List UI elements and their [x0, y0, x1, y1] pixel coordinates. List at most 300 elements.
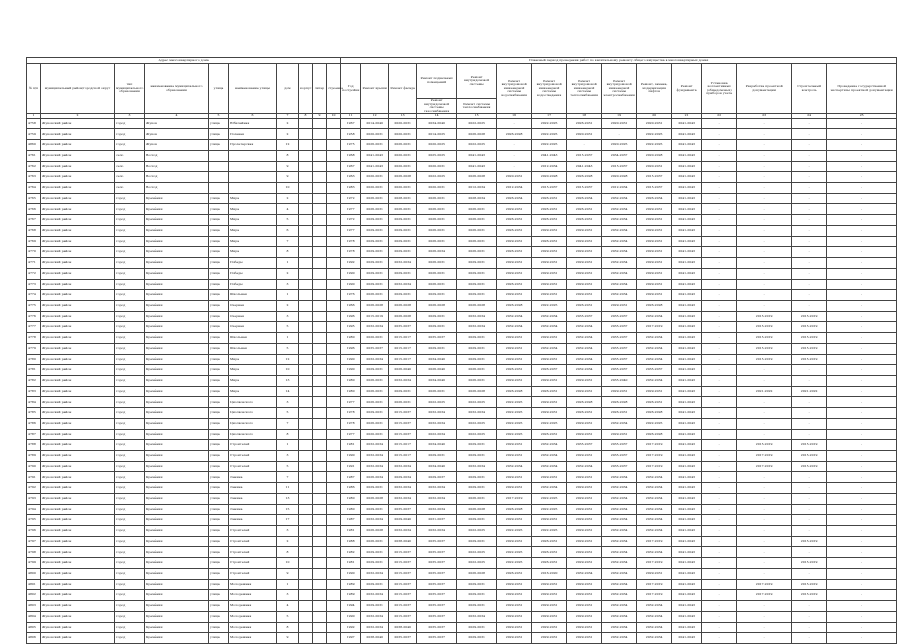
table-cell: 2035-2037 — [389, 504, 417, 515]
table-cell: 14 — [277, 386, 299, 397]
table-cell: 2022-2025 — [457, 118, 497, 129]
table-cell: 1980 — [341, 504, 361, 515]
table-cell: 4860 — [27, 140, 41, 151]
table-cell: 2032-2034 — [567, 354, 602, 365]
table-cell: Кремёнки — [145, 601, 209, 612]
table-cell: улица — [209, 290, 229, 301]
table-cell: 2015-2017 — [389, 354, 417, 365]
table-cell: - — [827, 397, 897, 408]
table-cell: улица — [209, 472, 229, 483]
table-cell: - — [792, 247, 827, 258]
table-cell — [299, 601, 313, 612]
table-cell: Победы — [229, 268, 277, 279]
table-cell: Ленина — [229, 493, 277, 504]
table-cell: 15 — [277, 504, 299, 515]
table-cell: 2020-2031 — [417, 183, 457, 194]
table-cell: 2032-2034 — [602, 204, 637, 215]
table-cell: 1977 — [341, 429, 361, 440]
table-cell: 2029-2031 — [497, 483, 532, 494]
table-cell: 2022-2025 — [457, 526, 497, 537]
table-cell: 2029-2031 — [532, 354, 567, 365]
table-cell: 2022-2025 — [532, 504, 567, 515]
table-cell: улица — [209, 300, 229, 311]
table-cell — [299, 236, 313, 247]
table-cell: - — [737, 547, 792, 558]
table-cell: - — [737, 536, 792, 547]
table-cell: Кремёнки — [145, 215, 209, 226]
table-cell: 2026-2031 — [417, 215, 457, 226]
table-cell: 2014-2025 — [417, 129, 457, 140]
table-cell: улица — [209, 504, 229, 515]
table-cell — [299, 483, 313, 494]
table-cell: 2032-2034 — [602, 215, 637, 226]
table-cell: - — [497, 118, 532, 129]
table-cell: 2032-2034 — [602, 258, 637, 269]
table-cell: 2028-2034 — [457, 193, 497, 204]
table-cell: - — [737, 504, 792, 515]
table-cell: - — [792, 493, 827, 504]
table-cell: 2029-2031 — [567, 547, 602, 558]
table-cell: 2032-2034 — [602, 611, 637, 622]
table-cell: 2020-2031 — [361, 172, 389, 183]
table-cell: 1968 — [341, 150, 361, 161]
table-cell — [313, 408, 327, 419]
table-cell: Победы — [229, 258, 277, 269]
table-cell: Кремёнки — [145, 568, 209, 579]
table-cell: - — [737, 472, 792, 483]
table-cell: - — [827, 225, 897, 236]
table-cell: 2041-2043 — [672, 408, 702, 419]
table-cell: 4799 — [27, 558, 41, 569]
table-row — [27, 590, 897, 601]
table-cell: 2026-2028 — [637, 408, 672, 419]
table-cell: 4764 — [27, 183, 41, 194]
table-cell: 8 — [277, 247, 299, 258]
table-cell: - — [567, 140, 602, 151]
table-cell: 2041-2043 — [672, 451, 702, 462]
table-cell: - — [737, 300, 792, 311]
table-cell: 2026-2034 — [567, 193, 602, 204]
table-cell: Ленина — [229, 472, 277, 483]
header-col-2: муниципальный район/городской округ — [41, 64, 115, 114]
table-cell: 2035-2037 — [417, 590, 457, 601]
table-cell: город — [115, 451, 145, 462]
table-cell: 2026-2031 — [497, 247, 532, 258]
table-cell: 2 — [277, 193, 299, 204]
table-row — [27, 311, 897, 322]
table-cell: 2029-2031 — [567, 225, 602, 236]
table-cell: 2032-2034 — [637, 526, 672, 537]
table-cell: 2015-2019 — [792, 461, 827, 472]
header-sub-gas: Ремонт внутридомовой системы газоснабжения — [417, 99, 457, 114]
table-cell — [327, 472, 341, 483]
table-cell: 2035-2037 — [417, 601, 457, 612]
table-cell: Жуковский район — [41, 472, 115, 483]
table-row — [27, 483, 897, 494]
table-cell: 2041-2043 — [672, 386, 702, 397]
table-cell: 2026-2031 — [532, 204, 567, 215]
table-cell: 2026-2031 — [389, 204, 417, 215]
table-cell: 4763 — [27, 172, 41, 183]
table-cell — [313, 622, 327, 633]
table-cell: - — [737, 268, 792, 279]
table-cell: 2032-2034 — [361, 354, 389, 365]
table-cell: Кремёнки — [145, 590, 209, 601]
table-cell: 4792 — [27, 483, 41, 494]
table-cell: 4778 — [27, 333, 41, 344]
table-cell: 2029-2031 — [497, 601, 532, 612]
table-cell: 2029-2031 — [602, 429, 637, 440]
table-cell: - — [827, 204, 897, 215]
table-cell: Мира — [229, 193, 277, 204]
table-cell: 2029-2031 — [497, 343, 532, 354]
table-cell: 2041-2043 — [672, 225, 702, 236]
table-cell: 2029-2031 — [532, 601, 567, 612]
table-cell: 2029-2031 — [532, 590, 567, 601]
table-cell: улица — [209, 140, 229, 151]
table-cell: 2026-2028 — [417, 300, 457, 311]
table-cell: 2026-2031 — [532, 386, 567, 397]
table-cell — [313, 161, 327, 172]
table-cell: улица — [209, 429, 229, 440]
table-cell: - — [702, 183, 737, 194]
table-cell: 2029-2031 — [567, 268, 602, 279]
table-cell: Жуковский район — [41, 568, 115, 579]
table-cell: 2029-2031 — [497, 515, 532, 526]
table-row — [27, 290, 897, 301]
table-cell: 2032-2034 — [602, 526, 637, 537]
table-cell: 2029-2031 — [637, 215, 672, 226]
table-cell: улица — [209, 408, 229, 419]
table-cell: 2034-2040 — [417, 354, 457, 365]
table-cell — [327, 183, 341, 194]
table-cell: 2032-2034 — [602, 290, 637, 301]
table-cell: Школьная — [229, 333, 277, 344]
header-col-14: Ремонт подвальных помещений — [417, 64, 457, 99]
table-cell: - — [737, 526, 792, 537]
table-cell: 4804 — [27, 611, 41, 622]
table-cell: 2026-2031 — [361, 386, 389, 397]
table-cell: - — [737, 515, 792, 526]
table-cell: 2029-2031 — [532, 290, 567, 301]
table-cell: - — [737, 375, 792, 386]
table-cell — [299, 386, 313, 397]
table-cell: 2029-2040 — [389, 515, 417, 526]
table-cell: 2026-2031 — [567, 300, 602, 311]
table-cell: 2029-2031 — [497, 622, 532, 633]
table-cell: 2026-2028 — [497, 504, 532, 515]
table-cell: 2032-2034 — [361, 568, 389, 579]
table-cell — [313, 451, 327, 462]
table-cell: - — [827, 547, 897, 558]
table-cell: город — [115, 579, 145, 590]
table-cell: 4769 — [27, 236, 41, 247]
table-cell: 2029-2031 — [417, 343, 457, 354]
table-cell: - — [737, 601, 792, 612]
table-cell: улица — [209, 483, 229, 494]
table-cell: 2041-2043 — [672, 258, 702, 269]
table-cell: 2015-2037 — [389, 611, 417, 622]
table-row — [27, 440, 897, 451]
table-cell: город — [115, 429, 145, 440]
table-cell: Кремёнки — [145, 193, 209, 204]
table-cell: 2012-2034 — [602, 183, 637, 194]
table-cell: 4801 — [27, 579, 41, 590]
table-cell: 2026-2031 — [602, 408, 637, 419]
table-cell: 2032-2034 — [637, 343, 672, 354]
table-cell: 2032-2034 — [532, 461, 567, 472]
table-cell — [299, 172, 313, 183]
table-cell: 2026-2031 — [417, 279, 457, 290]
table-cell: - — [792, 601, 827, 612]
table-cell — [327, 386, 341, 397]
table-cell: 1995 — [341, 322, 361, 333]
table-cell: 2041-2043 — [672, 150, 702, 161]
table-cell: 2026-2031 — [567, 118, 602, 129]
table-cell: Кремёнки — [145, 633, 209, 644]
header-col-15: Ремонт внутридомовой системы — [457, 64, 497, 99]
table-cell: Жуковский район — [41, 183, 115, 194]
table-cell: 2026-2031 — [567, 408, 602, 419]
table-cell: - — [827, 215, 897, 226]
table-cell: 1975 — [341, 140, 361, 151]
table-cell: Строителей — [229, 558, 277, 569]
table-cell: 2029-2031 — [567, 247, 602, 258]
table-cell: 2020-2031 — [567, 129, 602, 140]
table-cell: - — [702, 568, 737, 579]
table-cell: 1987 — [341, 515, 361, 526]
table-cell — [299, 311, 313, 322]
table-cell: 2035-2037 — [417, 333, 457, 344]
table-row — [27, 129, 897, 140]
table-cell — [299, 418, 313, 429]
table-cell: 2032-2034 — [602, 601, 637, 612]
table-cell: - — [702, 172, 737, 183]
table-cell: 1990 — [341, 279, 361, 290]
table-cell: - — [827, 333, 897, 344]
table-cell: 1990 — [341, 354, 361, 365]
table-cell: город — [115, 204, 145, 215]
table-cell: Жуковский район — [41, 193, 115, 204]
table-cell: Полевая — [229, 129, 277, 140]
table-cell: - — [827, 290, 897, 301]
table-cell: город — [115, 375, 145, 386]
table-cell: - — [737, 140, 792, 151]
table-cell — [327, 590, 341, 601]
table-cell: город — [115, 354, 145, 365]
column-number: 15 — [457, 114, 497, 119]
table-cell: Жуковский район — [41, 408, 115, 419]
table-cell: 2029-2031 — [361, 483, 389, 494]
table-cell: 1978 — [341, 236, 361, 247]
table-cell: 2022-2025 — [532, 140, 567, 151]
table-cell: Кремёнки — [145, 526, 209, 537]
table-cell: 2032-2034 — [389, 483, 417, 494]
table-cell: 5 — [277, 215, 299, 226]
table-cell: 2020-2028 — [637, 150, 672, 161]
table-cell: 2029-2031 — [567, 558, 602, 569]
table-cell: - — [702, 526, 737, 537]
table-cell: - — [702, 333, 737, 344]
table-cell: 2020-2031 — [389, 183, 417, 194]
table-cell: 2041-2043 — [672, 365, 702, 376]
table-cell: 2041-2043 — [672, 343, 702, 354]
table-cell: 2015-2019 — [792, 440, 827, 451]
table-cell — [313, 129, 327, 140]
table-cell: 7 — [277, 236, 299, 247]
table-cell: - — [737, 258, 792, 269]
table-cell: 2026-2028 — [361, 300, 389, 311]
table-cell: Кремёнки — [145, 622, 209, 633]
table-cell: город — [115, 215, 145, 226]
table-cell: 2029-2031 — [457, 258, 497, 269]
table-cell: город — [115, 515, 145, 526]
table-cell: - — [702, 515, 737, 526]
column-number: 1 — [27, 114, 41, 119]
table-cell: город — [115, 193, 145, 204]
table-cell: Жуковский район — [41, 258, 115, 269]
table-cell: 2026-2040 — [417, 365, 457, 376]
table-cell: 2029-2031 — [417, 290, 457, 301]
table-cell: 2026-2031 — [532, 558, 567, 569]
table-cell: 2026-2031 — [497, 568, 532, 579]
table-cell: - — [702, 429, 737, 440]
table-cell: - — [737, 225, 792, 236]
table-cell: 1958 — [341, 129, 361, 140]
table-cell: город — [115, 601, 145, 612]
table-cell: Жуковский район — [41, 461, 115, 472]
table-cell: 2012-2034 — [457, 183, 497, 194]
table-cell: 2015-2037 — [637, 172, 672, 183]
table-cell: Мира — [229, 247, 277, 258]
table-cell: 2015-2019 — [792, 451, 827, 462]
table-cell: Ленина — [229, 504, 277, 515]
table-cell — [299, 300, 313, 311]
table-row — [27, 118, 897, 129]
table-cell: 2041-2043 — [672, 236, 702, 247]
table-cell: Мира — [229, 225, 277, 236]
table-cell: 2035-2037 — [417, 579, 457, 590]
table-cell: 2026-2031 — [361, 397, 389, 408]
table-cell: - — [702, 279, 737, 290]
table-cell: - — [827, 461, 897, 472]
table-cell — [299, 579, 313, 590]
table-cell: 2017-2019 — [637, 590, 672, 601]
table-cell: - — [792, 375, 827, 386]
table-cell: - — [702, 493, 737, 504]
table-cell: - — [792, 258, 827, 269]
table-cell: Кремёнки — [145, 611, 209, 622]
column-number: 9 — [313, 114, 327, 119]
table-cell: 2041-2043 — [672, 204, 702, 215]
table-cell: 2029-2031 — [567, 493, 602, 504]
table-cell: Жуковский район — [41, 268, 115, 279]
table-cell: 2029-2031 — [497, 451, 532, 462]
table-cell: Строителей — [229, 526, 277, 537]
table-cell: 2032-2034 — [602, 590, 637, 601]
table-cell: 2022-2025 — [497, 418, 532, 429]
table-cell: - — [702, 247, 737, 258]
table-cell: 2015-2017 — [389, 451, 417, 462]
table-cell: 2035-2037 — [602, 440, 637, 451]
table-cell: - — [702, 418, 737, 429]
table-cell: 2038-2040 — [389, 536, 417, 547]
table-cell: - — [737, 418, 792, 429]
table-cell: 1992 — [341, 622, 361, 633]
table-cell: 2032-2034 — [602, 558, 637, 569]
table-cell: 2038-2040 — [361, 633, 389, 644]
table-cell: 2 — [277, 129, 299, 140]
table-cell: 2029-2031 — [457, 622, 497, 633]
table-cell: город — [115, 365, 145, 376]
table-cell: 2029-2031 — [361, 408, 389, 419]
table-cell: 2029-2031 — [532, 279, 567, 290]
table-cell: 2026-2028 — [389, 311, 417, 322]
table-cell: Жуковский район — [41, 204, 115, 215]
table-cell: 12 — [277, 140, 299, 151]
table-cell: 2035-2037 — [602, 333, 637, 344]
table-cell: - — [827, 258, 897, 269]
table-cell: - — [827, 311, 897, 322]
table-cell: 2041-2043 — [672, 375, 702, 386]
table-cell: 9 — [277, 633, 299, 644]
table-cell: 2026-2031 — [457, 204, 497, 215]
table-cell: Строителей — [229, 461, 277, 472]
table-cell — [327, 579, 341, 590]
table-cell: 4762 — [27, 161, 41, 172]
table-cell: Мира — [229, 386, 277, 397]
table-cell: 2026-2028 — [361, 526, 389, 537]
table-cell: 2026-2034 — [361, 472, 389, 483]
table-cell: 2029-2031 — [497, 590, 532, 601]
header-col-12: Ремонт крыши — [361, 64, 389, 114]
table-cell: Жуковский район — [41, 397, 115, 408]
table-cell: 2032-2034 — [417, 483, 457, 494]
table-cell: 4794 — [27, 504, 41, 515]
table-cell: 2029-2031 — [567, 536, 602, 547]
table-cell: 2029-2031 — [457, 343, 497, 354]
table-cell: 2015-2037 — [389, 408, 417, 419]
table-row — [27, 472, 897, 483]
table-cell — [299, 440, 313, 451]
header-col-11: Год постройки — [341, 64, 361, 114]
table-cell: 2029-2031 — [497, 333, 532, 344]
table-cell: 2032-2034 — [567, 322, 602, 333]
table-cell — [209, 183, 229, 194]
header-col-17: Ремонт внутридомовой инженерной системы водоотведения — [532, 64, 567, 114]
table-cell: 2041-2043 — [672, 161, 702, 172]
table-cell: Жуковский район — [41, 290, 115, 301]
column-number: 6 — [229, 114, 277, 119]
table-cell: - — [702, 118, 737, 129]
table-cell: 2041-2043 — [672, 215, 702, 226]
table-cell: 2029-2031 — [532, 268, 567, 279]
table-cell: 2035-2037 — [417, 633, 457, 644]
table-cell: 2032-2034 — [417, 418, 457, 429]
table-cell: Жуковский район — [41, 247, 115, 258]
table-cell: - — [827, 440, 897, 451]
table-cell: 2032-2034 — [361, 461, 389, 472]
table-cell — [313, 547, 327, 558]
table-cell — [313, 472, 327, 483]
table-cell — [313, 311, 327, 322]
table-cell: 1986 — [341, 483, 361, 494]
table-cell: Кремёнки — [145, 354, 209, 365]
table-cell: - — [737, 215, 792, 226]
table-cell: 2026-2031 — [417, 204, 457, 215]
table-cell: улица — [209, 493, 229, 504]
table-cell: улица — [209, 601, 229, 612]
